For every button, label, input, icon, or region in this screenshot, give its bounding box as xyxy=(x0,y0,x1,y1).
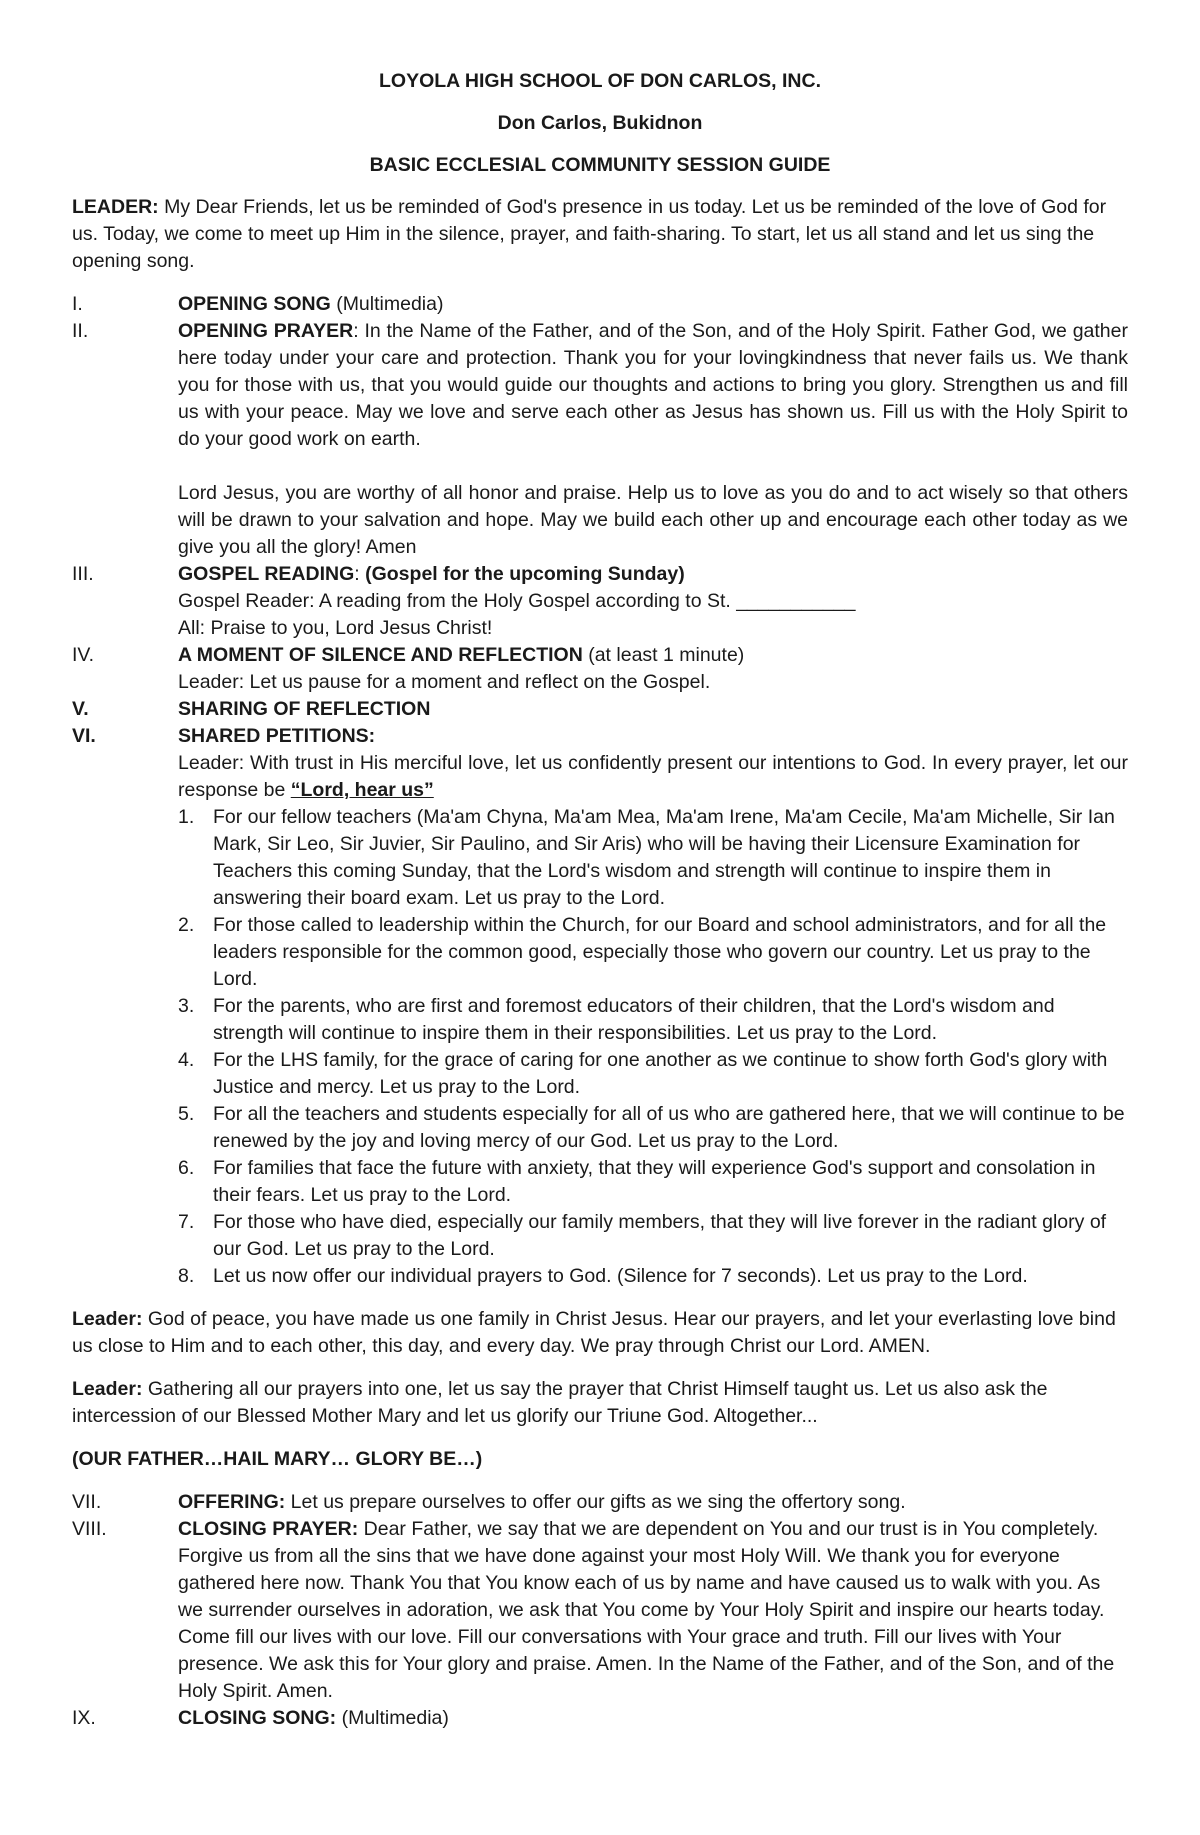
section-subtitle: (Gospel for the upcoming Sunday) xyxy=(365,563,685,585)
leader-line: Leader: Let us pause for a moment and reflect on the Gospel. xyxy=(178,671,711,693)
section-title: CLOSING SONG: xyxy=(178,1707,337,1729)
intro-label: LEADER: xyxy=(72,196,159,218)
section-text: : In the Name of the Father, and of the Son, and of the Holy Spirit. Father God, we gather here today under your care and protection. Thank you for your lovingkindness that never fails us. We thank you for those with us, that you would guide our thoughts and actions to bring you glory. Strengthen us and fill us with your peace. May we love and serve each other as Jesus has shown us. Fill us with the Holy Spirit to do your good work on earth. xyxy=(178,320,1128,450)
section-text: (at least 1 minute) xyxy=(582,644,745,666)
petition-text: For the LHS family, for the grace of caring for one another as we continue to show forth God's glory with Justice and mercy. Let us pray to the Lord. xyxy=(213,1049,1108,1098)
petitions-intro: Leader: With trust in His merciful love, let us confidently present our intentions to God. In every prayer, let our response be xyxy=(178,752,1128,801)
section-gospel-reading xyxy=(72,561,1128,642)
section-number: VII. xyxy=(72,1491,102,1513)
petition-number: 1. xyxy=(178,806,195,828)
list-item xyxy=(178,1101,1128,1155)
petition-text: For those who have died, especially our family members, that they will live forever in the radiant glory of our God. Let us pray to the Lord. xyxy=(213,1211,1107,1260)
petition-text: For families that face the future with anxiety, that they will experience God's support and consolation in their fears. Let us pray to the Lord. xyxy=(213,1157,1096,1206)
section-title: CLOSING PRAYER: xyxy=(178,1518,359,1540)
section-text: (Multimedia) xyxy=(330,293,444,315)
section-number: IV. xyxy=(72,644,95,666)
section-number: V. xyxy=(72,698,89,720)
section-text: (Multimedia) xyxy=(336,1707,449,1729)
section-title: SHARING OF REFLECTION xyxy=(178,698,431,720)
section-title: SHARED PETITIONS: xyxy=(178,725,376,747)
section-title: OPENING SONG xyxy=(178,293,331,315)
list-item xyxy=(178,1209,1128,1263)
section-silence xyxy=(72,642,1128,696)
section-number: III. xyxy=(72,563,94,585)
section-opening-prayer xyxy=(72,318,1128,561)
list-item xyxy=(178,804,1128,912)
document-title: BASIC ECCLESIAL COMMUNITY SESSION GUIDE xyxy=(369,154,831,176)
list-item xyxy=(178,1263,1128,1290)
petitions-response: “Lord, hear us” xyxy=(290,779,434,801)
leader-intercession-paragraph xyxy=(72,1376,1128,1430)
section-number: VI. xyxy=(72,725,96,747)
response-line: All: Praise to you, Lord Jesus Christ! xyxy=(178,617,493,639)
section-title: OPENING PRAYER xyxy=(178,320,354,342)
section-text: Let us prepare ourselves to offer our gifts as we sing the offertory song. xyxy=(285,1491,906,1513)
section-closing-song xyxy=(72,1705,1128,1732)
petition-number: 3. xyxy=(178,995,195,1017)
gospel-reader-line: Gospel Reader: A reading from the Holy Gospel according to St. ___________ xyxy=(178,590,856,612)
petition-text: For those called to leadership within the Church, for our Board and school administrators, and for all the leaders responsible for the common good, especially those who govern our country. Let us pray to the Lord. xyxy=(213,914,1107,990)
section-title: GOSPEL READING xyxy=(178,563,355,585)
prayers-line: (OUR FATHER…HAIL MARY… GLORY BE…) xyxy=(72,1448,483,1470)
section-petitions xyxy=(72,723,1128,1290)
intro-text: My Dear Friends, let us be reminded of God's presence in us today. Let us be reminded of the love of God for us. Today, we come to meet up Him in the silence, prayer, and faith-sharing. To start, let us all stand and let us sing the opening song. xyxy=(72,196,1107,272)
section-text: Dear Father, we say that we are dependent on You and our trust is in You completely. Forgive us from all the sins that we have done against your most Holy Will. We thank you for everyone gathered here now. Thank You that You know each of us by name and have caused us to walk with you. As we surrender ourselves in adoration, we ask that You come by Your Holy Spirit and inspire our hearts today. Come fill our lives with our love. Fill our conversations with Your grace and truth. Fill our lives with Your presence. We ask this for Your glory and praise. Amen. In the Name of the Father, and of the Son, and of the Holy Spirit. Amen. xyxy=(178,1518,1115,1702)
petition-text: For all the teachers and students especially for all of us who are gathered here, that we will continue to be renewed by the joy and loving mercy of our God. Let us pray to the Lord. xyxy=(213,1103,1125,1152)
petition-number: 2. xyxy=(178,914,195,936)
section-sharing xyxy=(72,696,1128,723)
petition-number: 5. xyxy=(178,1103,195,1125)
intro-paragraph xyxy=(72,194,1128,275)
section-text-2: Lord Jesus, you are worthy of all honor and praise. Help us to love as you do and to act wisely so that others will be drawn to your salvation and hope. May we build each other up and encourage each other today as we give you all the glory! Amen xyxy=(178,482,1128,558)
petition-text: For the parents, who are first and foremost educators of their children, that the Lord's wisdom and strength will continue to inspire them in their responsibilities. Let us pray to the Lord. xyxy=(213,995,1055,1044)
petition-number: 6. xyxy=(178,1157,195,1179)
petition-text: Let us now offer our individual prayers to God. (Silence for 7 seconds). Let us pray to the Lord. xyxy=(213,1265,1028,1287)
leader-text: God of peace, you have made us one family in Christ Jesus. Hear our prayers, and let your everlasting love bind us close to Him and to each other, this day, and every day. We pray through Christ our Lord. AMEN. xyxy=(72,1308,1116,1357)
school-location: Don Carlos, Bukidnon xyxy=(497,112,703,134)
leader-label: Leader: xyxy=(72,1378,143,1400)
section-title: A MOMENT OF SILENCE AND REFLECTION xyxy=(178,644,583,666)
petition-number: 4. xyxy=(178,1049,195,1071)
petition-number: 8. xyxy=(178,1265,195,1287)
school-name: LOYOLA HIGH SCHOOL OF DON CARLOS, INC. xyxy=(378,70,821,92)
section-number: VIII. xyxy=(72,1518,107,1540)
leader-closing-paragraph xyxy=(72,1306,1128,1360)
leader-label: Leader: xyxy=(72,1308,143,1330)
section-closing-prayer xyxy=(72,1516,1128,1705)
section-offering xyxy=(72,1489,1128,1516)
section-number: IX. xyxy=(72,1707,96,1729)
petition-text: For our fellow teachers (Ma'am Chyna, Ma'am Mea, Ma'am Irene, Ma'am Cecile, Ma'am Michelle, Sir Ian Mark, Sir Leo, Sir Juvier, Sir Paulino, and Sir Aris) who will be having their Licensure Examination for Teachers this coming Sunday, that the Lord's wisdom and strength will continue to inspire them in answering their board exam. Let us pray to the Lord. xyxy=(213,806,1115,909)
section-number: II. xyxy=(72,320,89,342)
section-colon: : xyxy=(354,563,366,585)
list-item xyxy=(178,1047,1128,1101)
list-item xyxy=(178,1155,1128,1209)
section-title: OFFERING: xyxy=(178,1491,286,1513)
list-item xyxy=(178,993,1128,1047)
petition-number: 7. xyxy=(178,1211,195,1233)
section-opening-song xyxy=(72,291,1128,318)
section-number: I. xyxy=(72,293,83,315)
list-item xyxy=(178,912,1128,993)
leader-text: Gathering all our prayers into one, let us say the prayer that Christ Himself taught us. Let us also ask the intercession of our Blessed Mother Mary and let us glorify our Triune God. Altogether... xyxy=(72,1378,1048,1427)
